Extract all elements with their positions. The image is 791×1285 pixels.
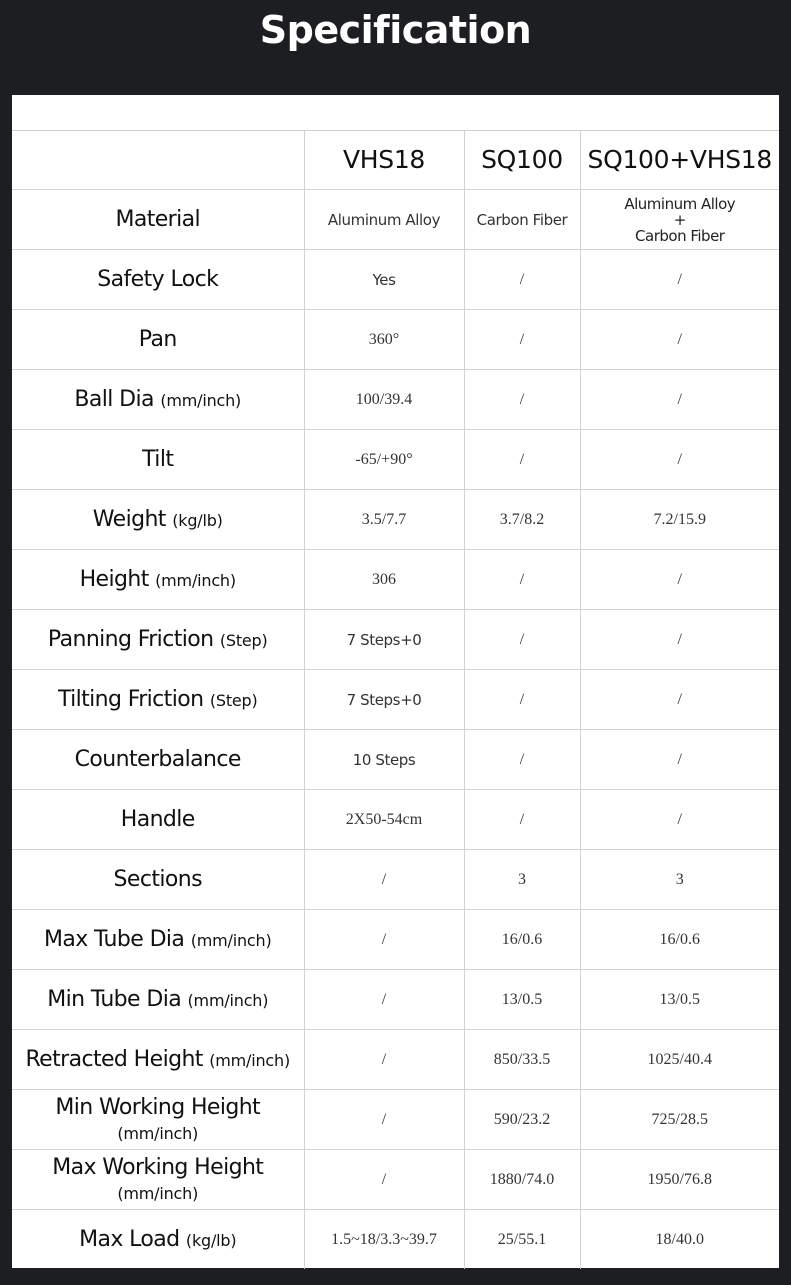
row-label-text: Min Tube Dia — [47, 987, 182, 1012]
row-label-text: Sections — [113, 867, 202, 892]
table-row — [12, 550, 779, 610]
row-label — [12, 970, 304, 1030]
table-row — [12, 730, 779, 790]
cell-combo: 3 — [580, 850, 779, 910]
row-label — [12, 430, 304, 490]
cell-combo: 1025/40.4 — [580, 1030, 779, 1090]
cell-vhs18: / — [304, 1030, 464, 1090]
cell-combo: 7.2/15.9 — [580, 490, 779, 550]
header-bar — [0, 0, 791, 95]
row-label-text: Max Tube Dia — [43, 927, 185, 952]
cell-sq100: / — [464, 430, 580, 490]
combo-material-line1: Aluminum Alloy — [624, 194, 736, 213]
row-label — [12, 790, 304, 850]
cell-sq100: / — [464, 370, 580, 430]
cell-combo: / — [580, 730, 779, 790]
row-label — [12, 730, 304, 790]
row-label — [12, 910, 304, 970]
row-label-text: Retracted Height — [25, 1047, 203, 1072]
row-label — [12, 1030, 304, 1090]
column-header-sq100: SQ100 — [464, 130, 580, 190]
cell-sq100: 3 — [464, 850, 580, 910]
cell-vhs18: -65/+90° — [304, 430, 464, 490]
cell-sq100: Carbon Fiber — [464, 190, 580, 250]
table-row — [12, 1030, 779, 1090]
cell-vhs18: 360° — [304, 310, 464, 370]
row-label-text: Tilting Friction — [57, 687, 204, 712]
table-row — [12, 970, 779, 1030]
row-unit-text: (kg/lb) — [172, 511, 223, 530]
row-label-text: Weight — [92, 507, 166, 532]
row-unit-text: (kg/lb) — [185, 1231, 237, 1250]
page-title: Specification — [259, 8, 532, 52]
row-unit-text: (mm/inch) — [117, 1123, 199, 1143]
row-label-text: Min Working Height — [55, 1094, 261, 1120]
cell-sq100: / — [464, 610, 580, 670]
cell-combo — [580, 190, 779, 250]
cell-vhs18: / — [304, 970, 464, 1030]
combo-material-plus: + — [673, 210, 686, 229]
cell-vhs18: Yes — [304, 250, 464, 310]
cell-sq100: / — [464, 310, 580, 370]
table-row — [12, 1090, 779, 1150]
table-row — [12, 610, 779, 670]
cell-sq100: / — [464, 730, 580, 790]
row-label — [12, 190, 304, 250]
cell-sq100: / — [464, 550, 580, 610]
cell-vhs18: Aluminum Alloy — [304, 190, 464, 250]
row-label — [12, 1210, 304, 1270]
table-row — [12, 1150, 779, 1210]
cell-vhs18: / — [304, 910, 464, 970]
table-row-material — [12, 190, 779, 250]
cell-sq100: 850/33.5 — [464, 1030, 580, 1090]
row-label — [12, 490, 304, 550]
cell-vhs18: 1.5~18/3.3~39.7 — [304, 1210, 464, 1270]
table-row — [12, 370, 779, 430]
cell-combo: / — [580, 250, 779, 310]
row-label-text: Height — [79, 567, 149, 592]
table-row — [12, 310, 779, 370]
cell-sq100: 13/0.5 — [464, 970, 580, 1030]
cell-combo: 725/28.5 — [580, 1090, 779, 1150]
column-header-vhs18: VHS18 — [304, 130, 464, 190]
row-unit-text: (Step) — [219, 631, 268, 650]
row-label-text: Panning Friction — [47, 627, 214, 652]
cell-combo: 1950/76.8 — [580, 1150, 779, 1210]
cell-vhs18: 10 Steps — [304, 730, 464, 790]
row-unit-text: (mm/inch) — [117, 1183, 199, 1203]
cell-sq100: / — [464, 790, 580, 850]
cell-vhs18: / — [304, 850, 464, 910]
cell-combo: / — [580, 430, 779, 490]
row-label — [12, 850, 304, 910]
cell-vhs18: / — [304, 1090, 464, 1150]
table-row — [12, 430, 779, 490]
cell-combo: 16/0.6 — [580, 910, 779, 970]
row-label-text: Material — [115, 207, 201, 232]
cell-combo: / — [580, 610, 779, 670]
cell-sq100: 590/23.2 — [464, 1090, 580, 1150]
table-row — [12, 670, 779, 730]
table-row — [12, 250, 779, 310]
cell-vhs18: 306 — [304, 550, 464, 610]
cell-vhs18: 2X50-54cm — [304, 790, 464, 850]
row-label-text: Handle — [120, 807, 195, 832]
cell-sq100: / — [464, 250, 580, 310]
table-row — [12, 490, 779, 550]
row-label-text: Max Working Height — [52, 1154, 264, 1180]
cell-sq100: 1880/74.0 — [464, 1150, 580, 1210]
combo-material-line2: Carbon Fiber — [635, 226, 725, 245]
row-label-text: Pan — [138, 327, 177, 352]
cell-vhs18: 7 Steps+0 — [304, 670, 464, 730]
spec-sheet — [12, 95, 779, 1268]
spec-table — [12, 130, 779, 1269]
row-label-text: Safety Lock — [97, 267, 219, 292]
table-row — [12, 1210, 779, 1270]
row-label — [12, 250, 304, 310]
row-label — [12, 370, 304, 430]
row-unit-text: (Step) — [209, 691, 258, 710]
cell-combo: 18/40.0 — [655, 1230, 704, 1248]
row-label-text: Ball Dia — [74, 387, 154, 412]
cell-combo: 13/0.5 — [580, 970, 779, 1030]
row-unit-text: (mm/inch) — [160, 391, 242, 410]
cell-combo: / — [580, 670, 779, 730]
cell-combo: / — [580, 550, 779, 610]
cell-combo: / — [580, 310, 779, 370]
row-label — [12, 670, 304, 730]
table-top-spacer — [12, 95, 779, 131]
row-label — [12, 1090, 304, 1150]
cell-vhs18: 7 Steps+0 — [304, 610, 464, 670]
table-header-row — [12, 130, 779, 190]
cell-sq100: 25/55.1 — [464, 1210, 580, 1270]
cell-combo: / — [580, 370, 779, 430]
table-row — [12, 910, 779, 970]
cell-sq100: 16/0.6 — [464, 910, 580, 970]
row-label — [12, 310, 304, 370]
cell-vhs18: / — [304, 1150, 464, 1210]
row-label — [12, 550, 304, 610]
row-unit-text: (mm/inch) — [209, 1051, 290, 1070]
cell-sq100: / — [464, 670, 580, 730]
row-unit-text: (mm/inch) — [187, 991, 269, 1010]
table-row — [12, 790, 779, 850]
row-label-text: Max Load — [79, 1227, 180, 1252]
column-header-combo: SQ100+VHS18 — [580, 130, 779, 190]
cell-vhs18: 3.5/7.7 — [304, 490, 464, 550]
row-unit-text: (mm/inch) — [155, 571, 236, 590]
cell-combo: / — [580, 790, 779, 850]
row-label — [12, 1150, 304, 1210]
row-label — [12, 610, 304, 670]
row-label-text: Tilt — [142, 447, 174, 472]
table-row — [12, 850, 779, 910]
cell-sq100: 3.7/8.2 — [464, 490, 580, 550]
row-label-text: Counterbalance — [74, 747, 241, 772]
row-unit-text: (mm/inch) — [190, 931, 272, 950]
cell-vhs18: 100/39.4 — [304, 370, 464, 430]
column-header-blank — [12, 130, 304, 190]
